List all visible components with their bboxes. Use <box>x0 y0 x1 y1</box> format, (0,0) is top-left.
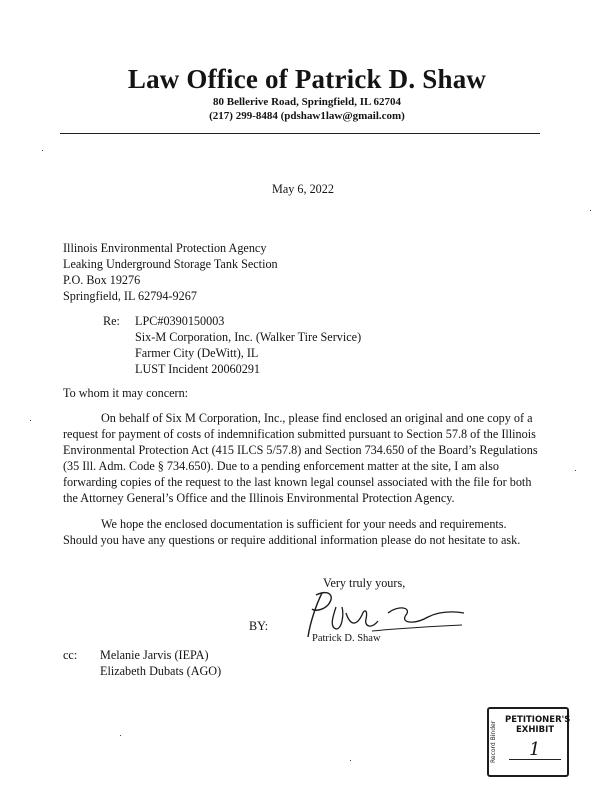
scan-speck <box>30 420 31 421</box>
recipient-line: P.O. Box 19276 <box>63 273 141 287</box>
exhibit-stamp-title <box>505 715 571 735</box>
salutation: To whom it may concern: <box>63 386 189 400</box>
body-paragraph-1 <box>63 410 543 506</box>
exhibit-title-line: PETITIONER'S <box>505 715 571 725</box>
paragraph-line: (35 Ill. Adm. Code § 734.650). Due to a pending enforcement matter at the site, I am also <box>63 459 499 473</box>
paragraph-line: forwarding copies of the request to the last known legal counsel associated with the file for both <box>63 475 532 489</box>
closing: Very truly yours, <box>323 576 406 590</box>
cc-recipient: Elizabeth Dubats (AGO) <box>100 664 222 678</box>
scan-speck <box>575 470 576 471</box>
exhibit-stamp-side-text: Record Binder <box>490 720 497 764</box>
paragraph-line: request for payment of costs of indemnification submitted pursuant to Section 57.8 of the Illinois <box>63 427 536 441</box>
recipient-address <box>63 240 278 304</box>
scan-speck <box>120 735 121 736</box>
recipient-line: Illinois Environmental Protection Agency <box>63 241 267 255</box>
letter-date: May 6, 2022 <box>272 182 334 196</box>
signer-name: Patrick D. Shaw <box>312 633 381 644</box>
scan-speck <box>42 150 43 151</box>
cc-recipient: Melanie Jarvis (IEPA) <box>100 648 209 662</box>
cc-list <box>100 647 221 679</box>
body-paragraph-2 <box>63 516 543 548</box>
exhibit-title-line: EXHIBIT <box>515 725 555 735</box>
paragraph-line: Should you have any questions or require additional information please do not hesitate to ask. <box>63 533 521 547</box>
re-line: LUST Incident 20060291 <box>135 362 261 376</box>
scan-speck <box>590 210 591 211</box>
scan-speck <box>350 760 351 761</box>
by-label: BY: <box>249 619 269 633</box>
firm-contact: (217) 299-8484 (pdshaw1law@gmail.com) <box>209 110 405 122</box>
firm-name: Law Office of Patrick D. Shaw <box>127 64 487 94</box>
cc-label: cc: <box>63 648 78 662</box>
re-line: Six-M Corporation, Inc. (Walker Tire Service) <box>135 330 362 344</box>
paragraph-line: We hope the enclosed documentation is sufficient for your needs and requirements. <box>101 517 507 531</box>
paragraph-line: Environmental Protection Act (415 ILCS 5/57.8) and Section 734.650 of the Board’s Regulations <box>63 443 538 457</box>
re-label: Re: <box>103 314 120 328</box>
re-block <box>135 313 361 377</box>
re-line: LPC#0390150003 <box>135 314 225 328</box>
paragraph-line: On behalf of Six M Corporation, Inc., please find enclosed an original and one copy of a <box>101 411 533 425</box>
exhibit-number: 1 <box>529 739 541 760</box>
recipient-line: Leaking Underground Storage Tank Section <box>63 257 278 271</box>
firm-address: 80 Bellerive Road, Springfield, IL 62704 <box>213 96 401 108</box>
exhibit-number-underline <box>509 759 561 760</box>
re-line: Farmer City (DeWitt), IL <box>135 346 259 360</box>
paragraph-line: the Attorney General’s Office and the Illinois Environmental Protection Agency. <box>63 491 455 505</box>
exhibit-stamp <box>487 707 569 777</box>
letterhead-divider <box>60 133 540 134</box>
recipient-line: Springfield, IL 62794-9267 <box>63 289 197 303</box>
